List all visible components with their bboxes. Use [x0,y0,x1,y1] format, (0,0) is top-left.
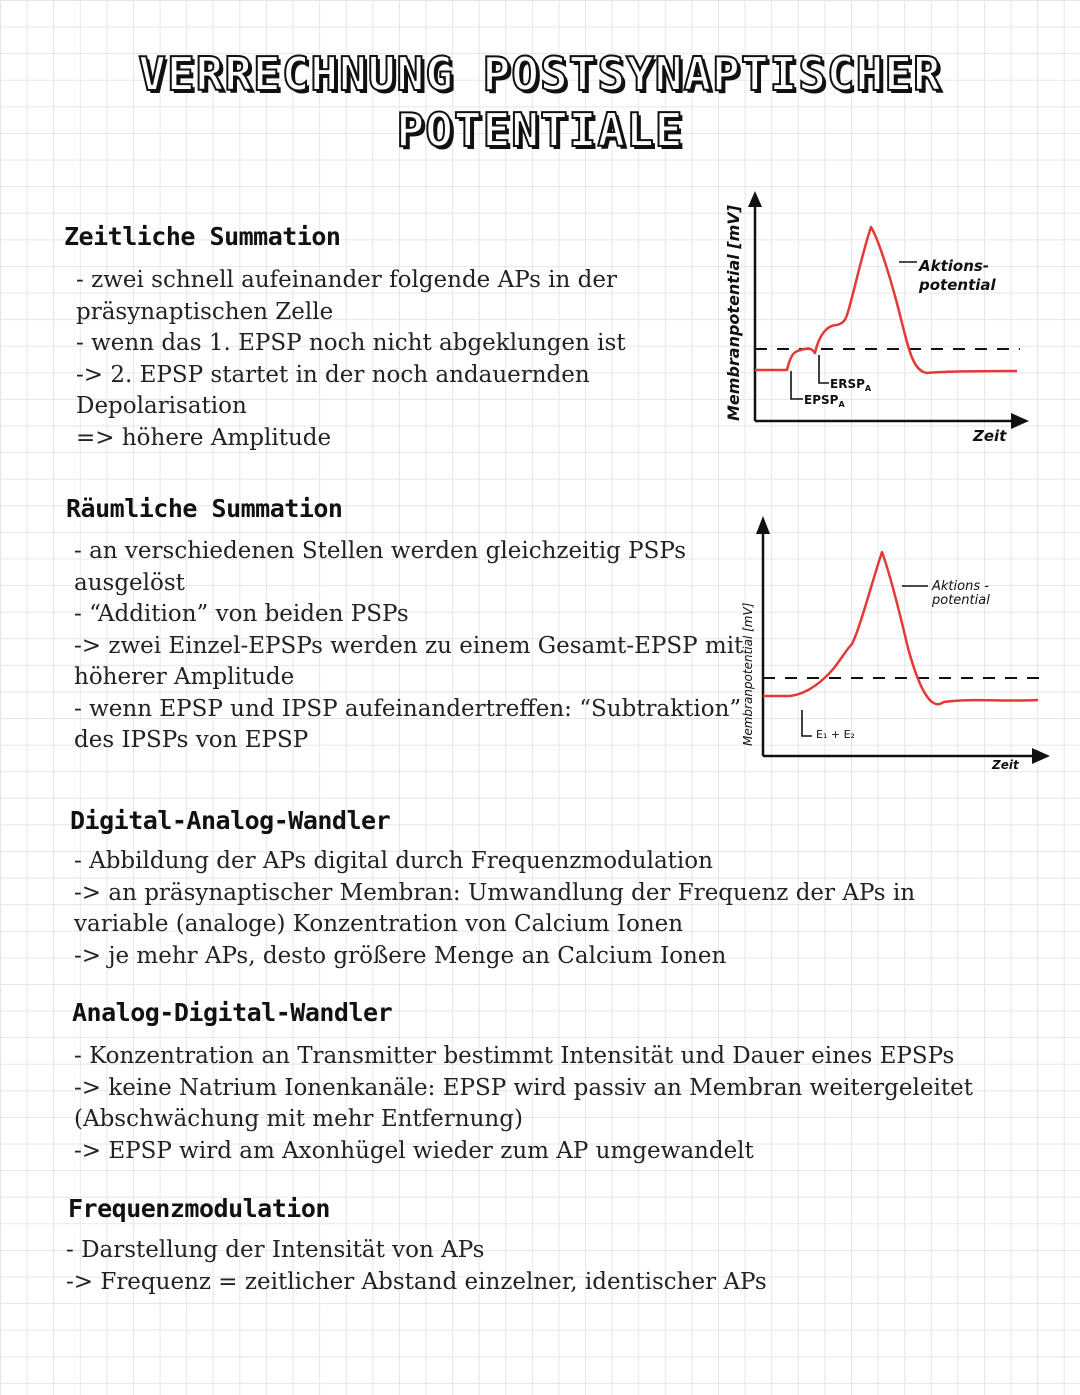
y-axis-arrow-icon [756,516,770,534]
epsp1-label: $EPSP_A$ [804,393,845,409]
text-line: des IPSPs von EPSP [74,727,309,753]
heading-raeumliche-summation: Räumliche Summation [66,494,343,523]
text-zeitliche-summation [76,265,626,454]
x-axis-arrow-icon [1032,748,1050,764]
graph-raeumliche-summation [728,510,1058,780]
y-axis-label: Membranpotential [mV] [724,205,743,421]
x-axis-label: Zeit [992,758,1019,772]
text-line: - wenn das 1. EPSP noch nicht abgeklungen ist [76,330,626,356]
text-line: Depolarisation [76,393,247,419]
text-frequenzmodulation [66,1235,767,1298]
epsp1-marker [791,371,803,399]
text-line: -> keine Natrium Ionenkanäle: EPSP wird passiv an Membran weitergeleitet [74,1074,973,1101]
text-line: ausgelöst [74,569,185,596]
sum-marker [802,710,812,736]
text-line: - an verschiedenen Stellen werden gleichzeitig PSPs [74,538,687,564]
page-title-line-2: POTENTIALE [396,103,684,157]
y-axis-arrow-icon [748,191,762,207]
epsp2-label: $ERSP_A$ [830,377,872,393]
text-analog-digital-wandler [74,1041,973,1167]
heading-analog-digital-wandler: Analog-Digital-Wandler [72,998,393,1027]
text-line: -> an präsynaptischer Membran: Umwandlung der Frequenz der APs in [74,879,916,906]
text-line: - “Addition” von beiden PSPs [74,601,409,627]
membrane-potential-curve [755,227,1017,373]
text-line: höherer Amplitude [74,664,295,690]
text-line: - Abbildung der APs digital durch Frequenzmodulation [74,848,713,874]
text-line: -> je mehr APs, desto größere Menge an Calcium Ionen [74,942,727,969]
text-line: präsynaptischen Zelle [76,298,334,325]
text-digital-analog-wandler [74,846,915,972]
heading-frequenzmodulation: Frequenzmodulation [68,1194,330,1223]
text-line: -> Frequenz = zeitlicher Abstand einzelner, identischer APs [66,1268,767,1295]
text-line: - wenn EPSP und IPSP aufeinandertreffen: “Subtraktion” [74,695,742,722]
text-raeumliche-summation [74,536,743,757]
text-line: (Abschwächung mit mehr Entfernung) [74,1106,523,1132]
peak-label-line1: Aktions - [932,579,989,594]
peak-label-line2: potential [932,593,990,608]
text-line: - Konzentration an Transmitter bestimmt Intensität und Dauer eines EPSPs [74,1043,955,1069]
heading-zeitliche-summation: Zeitliche Summation [64,222,341,251]
x-axis-arrow-icon [1011,413,1029,429]
heading-digital-analog-wandler: Digital-Analog-Wandler [70,806,391,835]
text-line: variable (analoge) Konzentration von Calcium Ionen [74,911,684,937]
sum-label: E₁ + E₂ [816,728,855,741]
epsp2-marker [819,355,829,383]
text-line: -> EPSP wird am Axonhügel wieder zum AP umgewandelt [74,1137,754,1164]
peak-label-line2: potential [919,276,996,294]
text-line: => höhere Amplitude [76,424,332,451]
x-axis-label: Zeit [973,427,1007,445]
text-line: - Darstellung der Intensität von APs [66,1237,485,1263]
graph-zeitliche-summation [715,185,1045,445]
peak-label-line1: Aktions- [919,257,990,275]
y-axis-label: Membranpotential [mV] [741,602,755,746]
text-line: -> zwei Einzel-EPSPs werden zu einem Gesamt-EPSP mit [74,632,744,659]
text-line: - zwei schnell aufeinander folgende APs in der [76,267,617,293]
page-title-line-1: VERRECHNUNG POSTSYNAPTISCHER [138,47,942,101]
membrane-potential-curve [763,552,1038,704]
text-line: -> 2. EPSP startet in der noch andauernden [76,361,590,388]
